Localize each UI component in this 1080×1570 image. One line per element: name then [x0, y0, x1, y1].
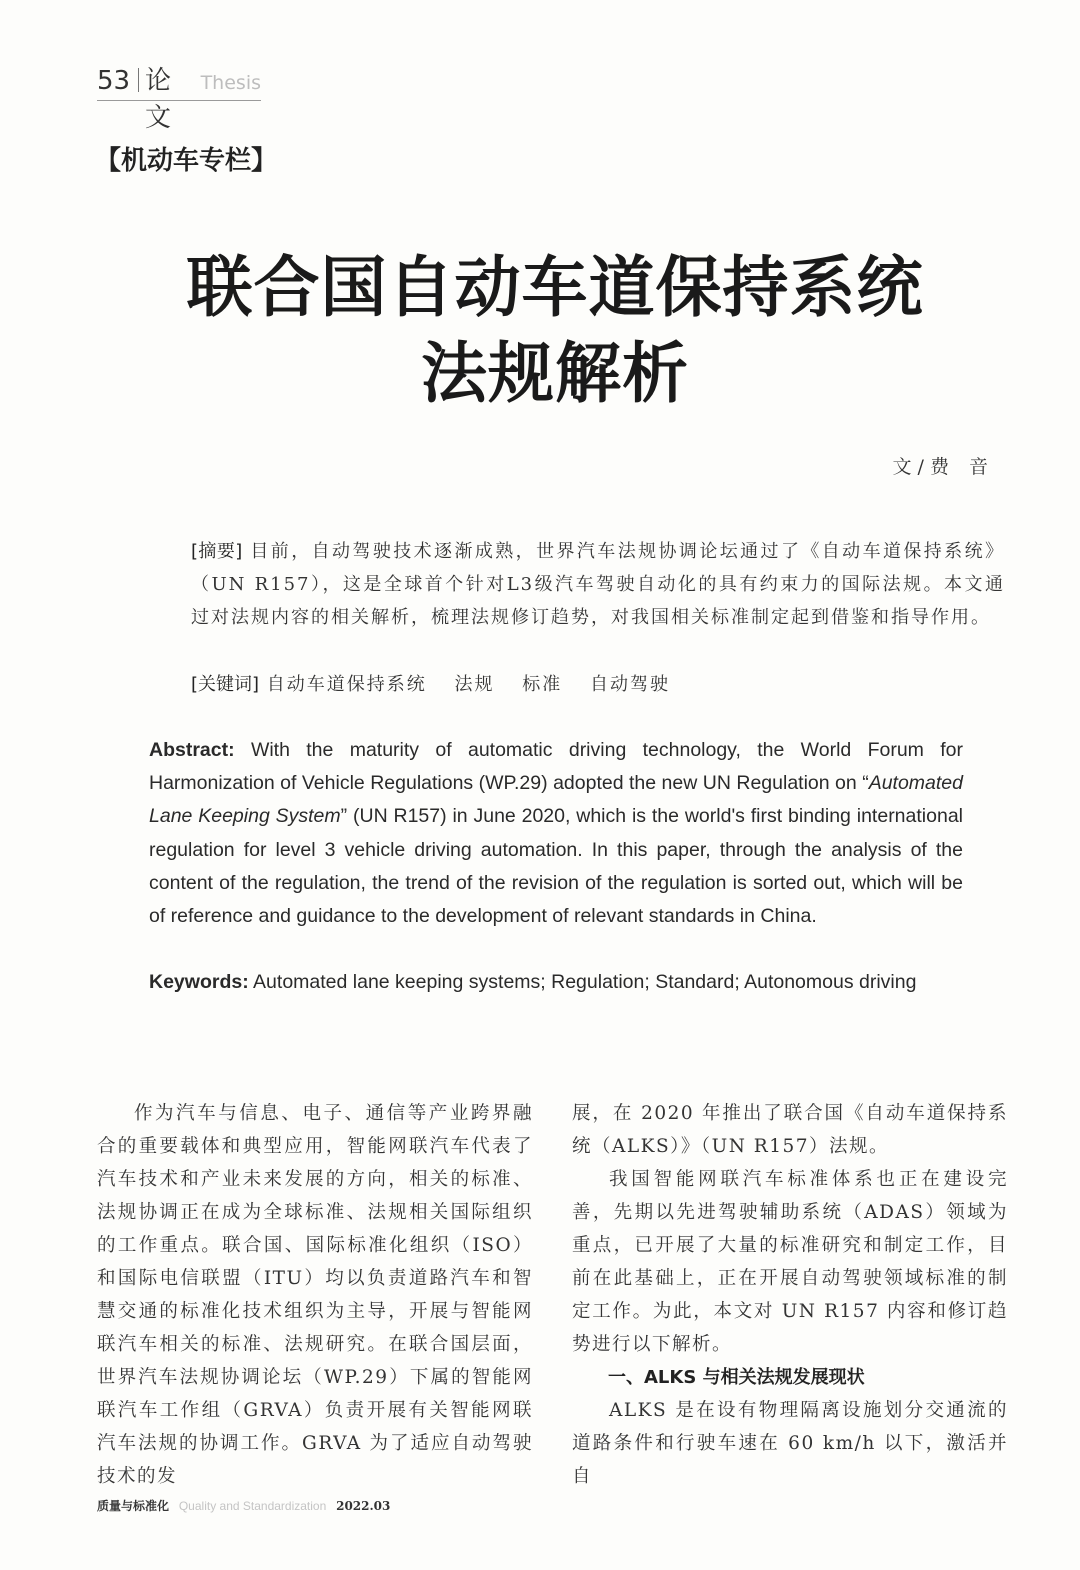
header-divider	[138, 68, 139, 92]
keyword-cn: 法规	[454, 674, 495, 695]
title-line-2: 法规解析	[421, 335, 689, 412]
article-title	[0, 245, 1080, 417]
page-number: 53	[97, 66, 131, 96]
abstract-en-label: Abstract:	[149, 739, 235, 761]
section-label-en: Thesis	[200, 72, 261, 94]
column-tag: 【机动车专栏】	[95, 146, 278, 176]
page-footer	[97, 1497, 390, 1514]
abstract-en	[149, 734, 963, 933]
section-heading: 一、ALKS 与相关法规发展现状	[608, 1367, 865, 1388]
body-paragraph: 作为汽车与信息、电子、通信等产业跨界融合的重要载体和典型应用，智能网联汽车代表了汽车技术和产业未来发展的方向，相关的标准、法规协调正在成为全球标准、法规相关国际组织的工作重点。联合国、国际标准化组织（ISO）和国际电信联盟（ITU）均以负责道路汽车和智慧交通的标准化技术组织为主导，开展与智能网联汽车相关的标准、法规研究。在联合国层面，世界汽车法规协调论坛（WP.29）下属的智能网联汽车工作组（GRVA）负责开展有关智能网联汽车法规的协调工作。GRVA 为了适应自动驾驶技术的发	[97, 1103, 533, 1487]
abstract-cn-text: 目前，自动驾驶技术逐渐成熟，世界汽车法规协调论坛通过了《自动车道保持系统》（UN R157），这是全球首个针对L3级汽车驾驶自动化的具有约束力的国际法规。本文通过对法规内容的相关解析，梳理法规修订趋势，对我国相关标准制定起到借鉴和指导作用。	[191, 541, 1006, 628]
body-column-left	[97, 1097, 533, 1493]
abstract-cn	[149, 535, 1005, 634]
author-line	[893, 452, 1009, 479]
body-column-right	[572, 1097, 1008, 1493]
section-label-cn: 论文	[145, 66, 172, 133]
body-paragraph: 我国智能网联汽车标准体系也正在建设完善，先期以先进驾驶辅助系统（ADAS）领域为重点，已开展了大量的标准研究和制定工作，目前在此基础上，正在开展自动驾驶领域标准的制定工作。为此，本文对 UN R157 内容和修订趋势进行以下解析。	[572, 1169, 1008, 1355]
body-paragraph: 展，在 2020 年推出了联合国《自动车道保持系统（ALKS）》（UN R157）法规。	[572, 1103, 1008, 1157]
abstract-en-text-2: ” (UN R157) in June 2020, which is the world's first binding international regulation for level 3 vehicle driving automation. In this paper, through the analysis of the content of the regulation, the trend of the revision of the regulation is sorted out, which will be of reference and guidance to the development of relevant standards in China.	[149, 805, 963, 928]
keywords-en	[149, 966, 963, 999]
author-name: 费音	[929, 456, 1008, 478]
journal-name-cn: 质量与标准化	[97, 1499, 170, 1513]
keywords-cn-label: [关键词]	[191, 674, 260, 695]
keywords-en-label: Keywords:	[149, 971, 249, 993]
keyword-cn: 自动车道保持系统	[266, 674, 427, 695]
author-prefix: 文 /	[892, 456, 930, 478]
abstract-en-italic: Automated Lane Keeping System	[149, 772, 963, 828]
abstract-cn-label: [摘要]	[191, 541, 243, 562]
body-paragraph: ALKS 是在设有物理隔离设施划分交通流的道路条件和行驶车速在 60 km/h 以下，激活并自	[572, 1400, 1008, 1487]
keywords-en-text: Automated lane keeping systems; Regulation; Standard; Autonomous driving	[248, 971, 917, 993]
keyword-cn: 自动驾驶	[589, 674, 670, 695]
abstract-en-text-1: With the maturity of automatic driving technology, the World Forum for Harmonization of Vehicle Regulations (WP.29) adopted the new UN Regulation on “	[149, 739, 963, 795]
issue-number: 2022.03	[336, 1499, 391, 1513]
title-line-1: 联合国自动车道保持系统	[186, 249, 924, 326]
running-header	[97, 60, 261, 133]
keyword-cn: 标准	[522, 674, 563, 695]
keywords-cn	[149, 668, 963, 701]
journal-name-en: Quality and Standardization	[178, 1499, 327, 1513]
